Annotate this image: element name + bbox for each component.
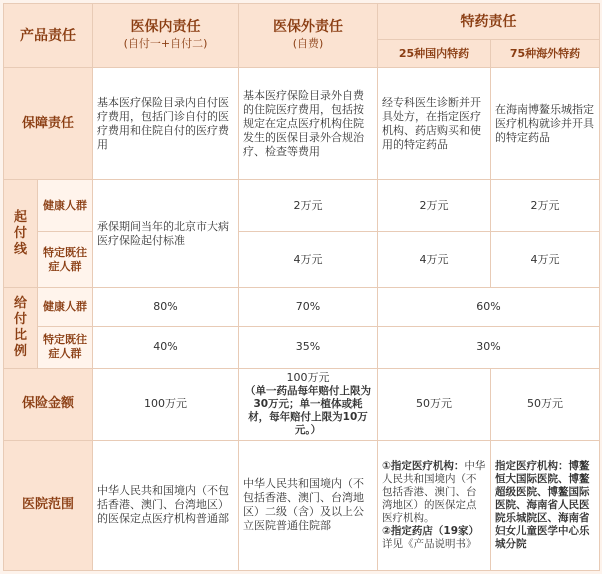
hospital-domestic-p2-title: ②指定药店（19家） <box>382 524 480 537</box>
hospital-domestic-p1-title: ①指定医疗机构： <box>382 459 465 472</box>
hospital-domestic <box>378 440 491 570</box>
ratio-special-healthy: 60% <box>378 288 600 326</box>
deductible-out-pre: 4万元 <box>239 232 378 288</box>
header-overseas-drugs: 75种海外特药 <box>491 40 600 68</box>
ratio-in-healthy: 80% <box>93 288 239 326</box>
hospital-row <box>4 440 600 570</box>
amount-out <box>239 368 378 440</box>
amount-overseas: 50万元 <box>491 368 600 440</box>
ratio-out-healthy: 70% <box>239 288 378 326</box>
coverage-comparison-table <box>3 3 600 571</box>
coverage-row <box>4 68 600 180</box>
ratio-pre-label: 特定既往症人群 <box>38 326 93 368</box>
header-row <box>4 4 600 40</box>
hospital-overseas <box>491 440 600 570</box>
header-in-insurance <box>93 4 239 68</box>
hospital-domestic-p2: 详见《产品说明书》 <box>382 537 477 550</box>
coverage-label: 保障责任 <box>4 68 93 180</box>
deductible-domestic-pre: 4万元 <box>378 232 491 288</box>
amount-label: 保险金额 <box>4 368 93 440</box>
header-out-insurance <box>239 4 378 68</box>
coverage-out: 基本医疗保险目录外自费的住院医疗费用，包括按规定在定点医疗机构住院发生的医保目录外合规治疗、检查等费用 <box>239 68 378 180</box>
amount-out-main: 100万元 <box>286 371 330 385</box>
amount-out-note: （单一药品每年赔付上限为30万元；单一植体或耗材，每年赔付上限为10万元。） <box>245 385 371 437</box>
ratio-out-pre: 35% <box>239 326 378 368</box>
deductible-healthy-row <box>4 180 600 232</box>
header-product-duty: 产品责任 <box>4 4 93 68</box>
deductible-domestic-healthy: 2万元 <box>378 180 491 232</box>
deductible-in: 承保期间当年的北京市大病医疗保险起付标准 <box>93 180 239 288</box>
hospital-out: 中华人民共和国境内（不包括香港、澳门、台湾地区）二级（含）及以上公立医院普通住院部 <box>239 440 378 570</box>
header-domestic-drugs: 25种国内特药 <box>378 40 491 68</box>
amount-in: 100万元 <box>93 368 239 440</box>
hospital-overseas-list: 博鳌恒大国际医院、博鳌超级医院、博鳌国际医院、海南省人民医院乐城院区、海南省妇女儿童医学中心乐城分院 <box>495 459 590 550</box>
header-in-insurance-title: 医保内责任 <box>130 19 201 36</box>
ratio-special-pre: 30% <box>378 326 600 368</box>
hospital-overseas-title: 指定医疗机构： <box>495 459 569 472</box>
amount-domestic: 50万元 <box>378 368 491 440</box>
amount-row <box>4 368 600 440</box>
hospital-in: 中华人民共和国境内（不包括香港、澳门、台湾地区）的医保定点医疗机构普通部 <box>93 440 239 570</box>
hospital-domestic-p1: 中华人民共和国境内（不包括香港、澳门、台湾地区）的医保定点医疗机构。 <box>382 459 486 524</box>
coverage-overseas: 在海南博鳌乐城指定医疗机构就诊并开具的特定药品 <box>491 68 600 180</box>
deductible-out-healthy: 2万元 <box>239 180 378 232</box>
header-out-insurance-sub: (自费) <box>292 37 324 51</box>
header-in-insurance-sub: (自付一+自付二) <box>123 37 208 51</box>
deductible-healthy-label: 健康人群 <box>38 180 93 232</box>
header-out-insurance-title: 医保外责任 <box>273 19 343 36</box>
header-special-drugs: 特药责任 <box>378 4 600 40</box>
ratio-pre-row <box>4 326 600 368</box>
ratio-label: 给付比例 <box>4 288 38 368</box>
deductible-overseas-pre: 4万元 <box>491 232 600 288</box>
ratio-in-pre: 40% <box>93 326 239 368</box>
coverage-in: 基本医疗保险目录内自付医疗费用，包括门诊自付的医疗费用和住院自付的医疗费用 <box>93 68 239 180</box>
deductible-overseas-healthy: 2万元 <box>491 180 600 232</box>
deductible-pre-label: 特定既往症人群 <box>38 232 93 288</box>
deductible-label: 起付线 <box>4 180 38 288</box>
coverage-domestic: 经专科医生诊断并开具处方，在指定医疗机构、药店购买和使用的特定药品 <box>378 68 491 180</box>
ratio-healthy-row <box>4 288 600 326</box>
ratio-healthy-label: 健康人群 <box>38 288 93 326</box>
hospital-label: 医院范围 <box>4 440 93 570</box>
